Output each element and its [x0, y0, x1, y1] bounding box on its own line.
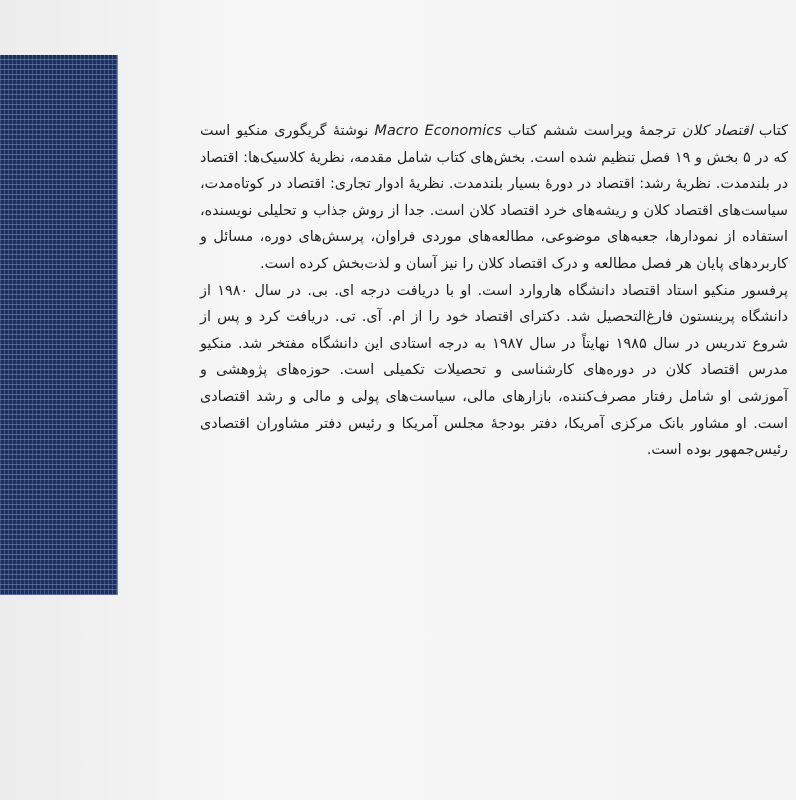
author-bio-paragraph: پرفسور منکیو استاد اقتصاد دانشگاه هاروارد است. او با دریافت درجه ای. بی. در سال ۱۹۸۰ از دانشگاه پرینستون فارغ‌التحصیل شد. دکترای اقتصاد خود را از ام. آی. تی. دریافت کرد و پس از شروع تدریس در سال ۱۹۸۵ نهایتاً در سال ۱۹۸۷ به درجه استادی این دانشگاه مفتخر شد. منکیو مدرس اقتصاد کلان در دوره‌های کارشناسی و تحصیلات تکمیلی است. حوزه‌های پژوهشی و آموزشی او شامل رفتار مصرف‌کننده، بازارهای مالی، سیاست‌های پولی و مالی و رشد اقتصادی است. او مشاور بانک مرکزی آمریکا، دفتر بودجهٔ مجلس آمریکا و رئیس دفتر مشاوران اقتصادی رئیس‌جمهور بوده است.: [200, 282, 789, 459]
book-title: اقتصاد کلان: [682, 123, 753, 139]
summary-prefix: کتاب: [752, 123, 788, 139]
summary-mid: ترجمهٔ ویراست ششم کتاب: [501, 123, 683, 139]
book-description: [200, 118, 788, 464]
book-summary-paragraph: [200, 118, 788, 278]
decorative-pattern-band: [0, 55, 118, 595]
summary-rest: نوشتهٔ گریگوری منکیو است که در ۵ بخش و ۱۹ فصل تنظیم شده است. بخش‌های کتاب شامل مقدمه، نظریهٔ کلاسیک‌ها: اقتصاد در بلندمدت. نظریهٔ رشد: اقتصاد در دورهٔ بسیار بلندمدت. نظریهٔ ادوار تجاری: اقتصاد در کوتاه‌مدت، سیاست‌های اقتصاد کلان و ریشه‌های خرد اقتصاد کلان است. جدا از روش جذاب و تحلیلی نویسنده، استفاده از نمودارها، جعبه‌های موضوعی، مطالعه‌های موردی فراوان، پرسش‌های دوره، مسائل و کاربردهای پایان هر فصل مطالعه و درک اقتصاد کلان را نیز آسان و لذت‌بخش کرده است.: [200, 123, 788, 272]
latin-book-title: Macro Economics: [374, 123, 502, 139]
